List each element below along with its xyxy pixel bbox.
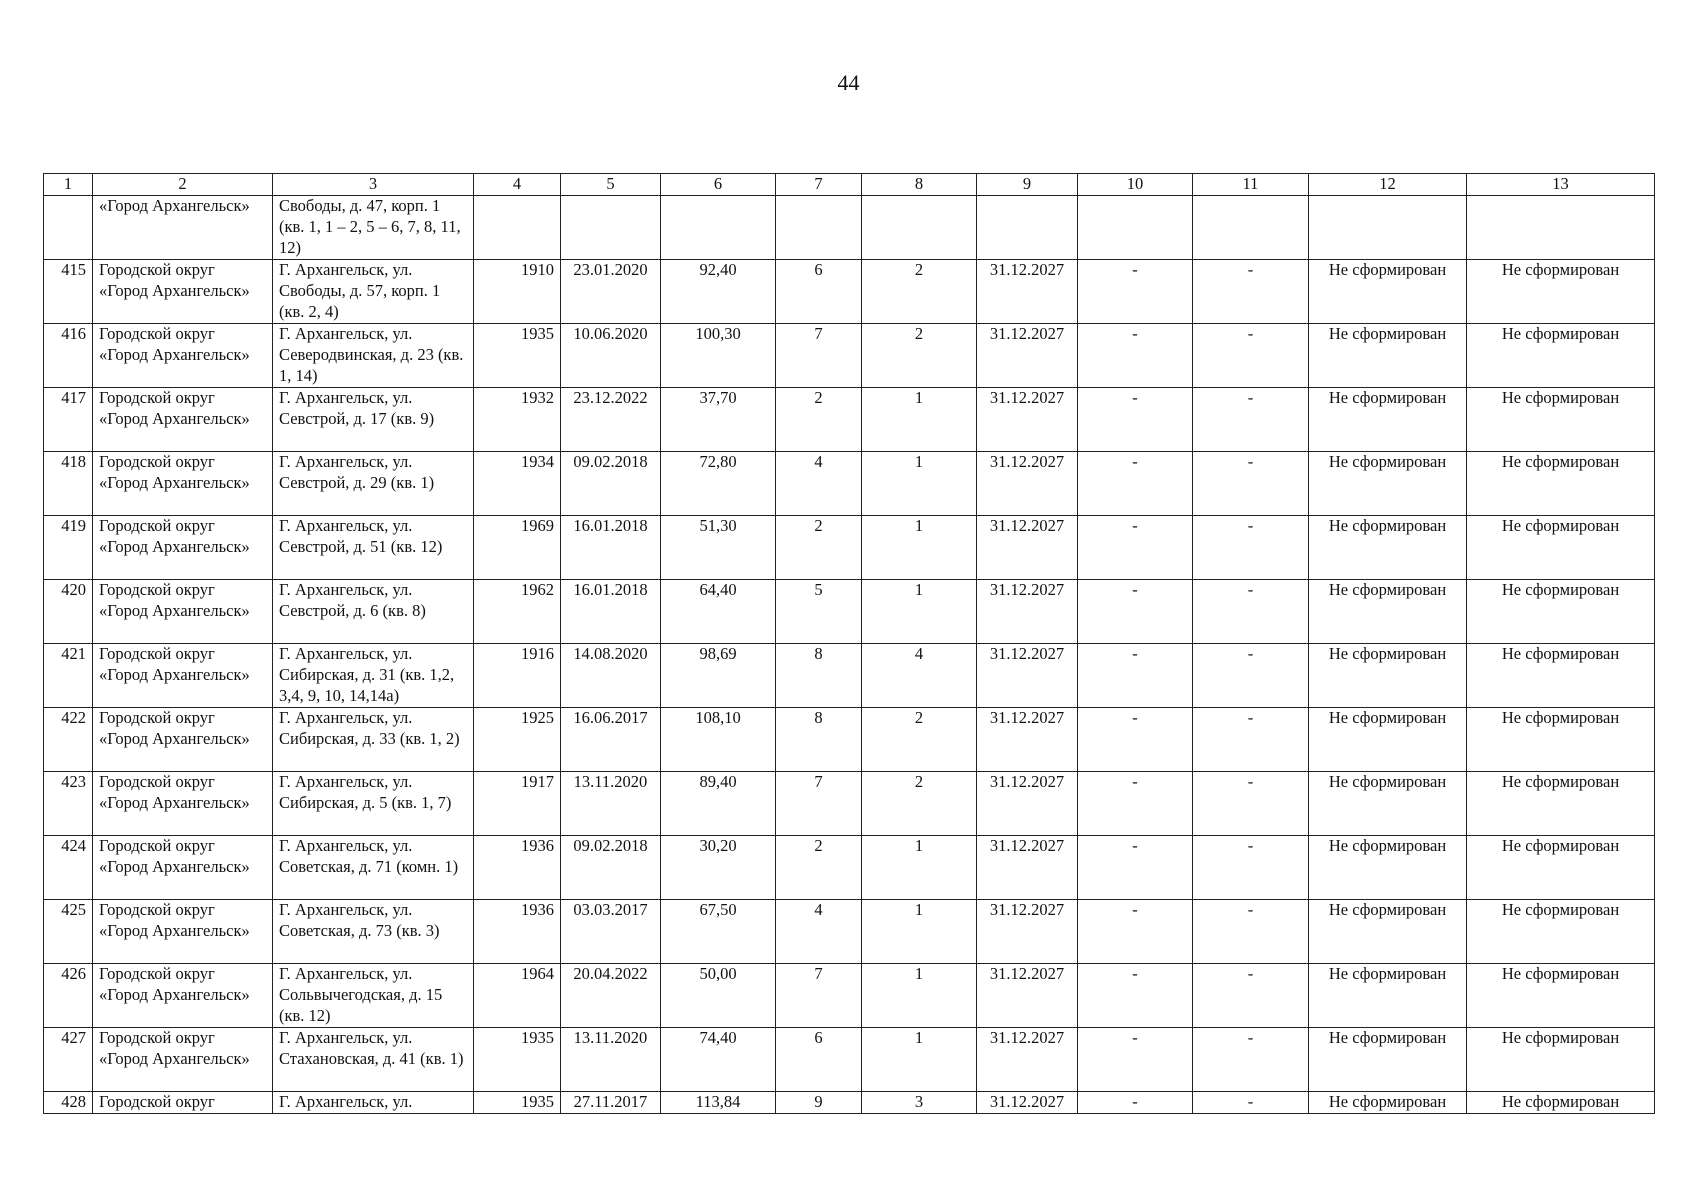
address-cell: Г. Архангельск, ул. Севстрой, д. 51 (кв. 12) <box>273 516 474 580</box>
address-cell: Г. Архангельск, ул. Советская, д. 71 (комн. 1) <box>273 836 474 900</box>
dash-cell: - <box>1193 708 1309 772</box>
dash-cell <box>1078 196 1193 260</box>
row-number <box>44 196 93 260</box>
row-number: 415 <box>44 260 93 324</box>
count-cell: 2 <box>862 324 977 388</box>
dash-cell: - <box>1078 1028 1193 1092</box>
row-number: 416 <box>44 324 93 388</box>
address-cell: Г. Архангельск, ул. Северодвинская, д. 23 (кв. 1, 14) <box>273 324 474 388</box>
area-cell: 74,40 <box>661 1028 776 1092</box>
column-header: 9 <box>977 174 1078 196</box>
dash-cell: - <box>1193 324 1309 388</box>
dash-cell: - <box>1193 260 1309 324</box>
deadline-cell: 31.12.2027 <box>977 708 1078 772</box>
status-cell <box>1467 196 1655 260</box>
row-number: 421 <box>44 644 93 708</box>
status-cell: Не сформирован <box>1309 964 1467 1028</box>
row-number: 428 <box>44 1092 93 1114</box>
status-cell: Не сформирован <box>1309 900 1467 964</box>
status-cell: Не сформирован <box>1309 260 1467 324</box>
owner-cell: «Город Архангельск» <box>93 196 273 260</box>
table-row <box>44 580 1655 644</box>
column-number-header <box>44 174 1655 196</box>
row-number: 417 <box>44 388 93 452</box>
count-cell: 7 <box>776 772 862 836</box>
column-header: 2 <box>93 174 273 196</box>
status-cell: Не сформирован <box>1467 1092 1655 1114</box>
address-cell: Г. Архангельск, ул. Сибирская, д. 31 (кв. 1,2, 3,4, 9, 10, 14,14а) <box>273 644 474 708</box>
owner-cell: Городской округ «Город Архангельск» <box>93 580 273 644</box>
column-header: 7 <box>776 174 862 196</box>
owner-cell: Городской округ «Город Архангельск» <box>93 836 273 900</box>
year-cell: 1935 <box>474 1028 561 1092</box>
table-row <box>44 964 1655 1028</box>
address-cell: Г. Архангельск, ул. Свободы, д. 57, корп. 1 (кв. 2, 4) <box>273 260 474 324</box>
table-row <box>44 388 1655 452</box>
dash-cell: - <box>1078 836 1193 900</box>
area-cell: 67,50 <box>661 900 776 964</box>
column-header: 11 <box>1193 174 1309 196</box>
status-cell: Не сформирован <box>1467 260 1655 324</box>
count-cell: 6 <box>776 1028 862 1092</box>
table-row <box>44 196 1655 260</box>
date-cell: 09.02.2018 <box>561 836 661 900</box>
status-cell: Не сформирован <box>1309 836 1467 900</box>
dash-cell: - <box>1193 964 1309 1028</box>
address-cell: Г. Архангельск, ул. Стахановская, д. 41 (кв. 1) <box>273 1028 474 1092</box>
row-number: 418 <box>44 452 93 516</box>
count-cell: 2 <box>776 516 862 580</box>
date-cell: 14.08.2020 <box>561 644 661 708</box>
count-cell: 6 <box>776 260 862 324</box>
area-cell: 92,40 <box>661 260 776 324</box>
dash-cell: - <box>1078 388 1193 452</box>
table-row <box>44 772 1655 836</box>
dash-cell: - <box>1078 644 1193 708</box>
count-cell: 1 <box>862 964 977 1028</box>
address-cell: Свободы, д. 47, корп. 1 (кв. 1, 1 – 2, 5 – 6, 7, 8, 11, 12) <box>273 196 474 260</box>
housing-table <box>43 173 1655 1114</box>
owner-cell: Городской округ «Город Архангельск» <box>93 708 273 772</box>
table-row <box>44 516 1655 580</box>
status-cell: Не сформирован <box>1467 900 1655 964</box>
date-cell: 16.06.2017 <box>561 708 661 772</box>
table-row <box>44 900 1655 964</box>
count-cell <box>862 196 977 260</box>
status-cell: Не сформирован <box>1467 324 1655 388</box>
deadline-cell: 31.12.2027 <box>977 1092 1078 1114</box>
status-cell: Не сформирован <box>1309 452 1467 516</box>
area-cell: 50,00 <box>661 964 776 1028</box>
dash-cell: - <box>1193 772 1309 836</box>
column-header: 1 <box>44 174 93 196</box>
address-cell: Г. Архангельск, ул. Севстрой, д. 6 (кв. 8) <box>273 580 474 644</box>
dash-cell: - <box>1193 452 1309 516</box>
owner-cell: Городской округ «Город Архангельск» <box>93 452 273 516</box>
year-cell: 1964 <box>474 964 561 1028</box>
table-row <box>44 836 1655 900</box>
row-number: 424 <box>44 836 93 900</box>
dash-cell: - <box>1193 516 1309 580</box>
dash-cell: - <box>1078 324 1193 388</box>
status-cell: Не сформирован <box>1467 644 1655 708</box>
column-header: 6 <box>661 174 776 196</box>
address-cell: Г. Архангельск, ул. Севстрой, д. 29 (кв. 1) <box>273 452 474 516</box>
dash-cell: - <box>1193 580 1309 644</box>
status-cell: Не сформирован <box>1309 580 1467 644</box>
status-cell: Не сформирован <box>1309 772 1467 836</box>
deadline-cell: 31.12.2027 <box>977 516 1078 580</box>
table-row <box>44 708 1655 772</box>
status-cell: Не сформирован <box>1309 708 1467 772</box>
row-number: 426 <box>44 964 93 1028</box>
status-cell: Не сформирован <box>1467 580 1655 644</box>
address-cell: Г. Архангельск, ул. Сольвычегодская, д. 15 (кв. 12) <box>273 964 474 1028</box>
date-cell: 13.11.2020 <box>561 772 661 836</box>
date-cell <box>561 196 661 260</box>
status-cell: Не сформирован <box>1309 516 1467 580</box>
year-cell: 1936 <box>474 900 561 964</box>
table-row <box>44 1092 1655 1114</box>
table-row <box>44 452 1655 516</box>
column-header: 10 <box>1078 174 1193 196</box>
column-header: 4 <box>474 174 561 196</box>
owner-cell: Городской округ «Город Архангельск» <box>93 260 273 324</box>
deadline-cell: 31.12.2027 <box>977 452 1078 516</box>
area-cell <box>661 196 776 260</box>
year-cell <box>474 196 561 260</box>
status-cell: Не сформирован <box>1467 964 1655 1028</box>
column-header: 13 <box>1467 174 1655 196</box>
status-cell: Не сформирован <box>1309 324 1467 388</box>
deadline-cell <box>977 196 1078 260</box>
date-cell: 16.01.2018 <box>561 516 661 580</box>
table-row <box>44 1028 1655 1092</box>
status-cell: Не сформирован <box>1467 388 1655 452</box>
dash-cell: - <box>1193 836 1309 900</box>
dash-cell <box>1193 196 1309 260</box>
column-header: 8 <box>862 174 977 196</box>
address-cell: Г. Архангельск, ул. Советская, д. 73 (кв. 3) <box>273 900 474 964</box>
year-cell: 1962 <box>474 580 561 644</box>
count-cell: 2 <box>862 772 977 836</box>
dash-cell: - <box>1078 708 1193 772</box>
row-number: 422 <box>44 708 93 772</box>
address-cell: Г. Архангельск, ул. Севстрой, д. 17 (кв. 9) <box>273 388 474 452</box>
status-cell: Не сформирован <box>1467 708 1655 772</box>
count-cell: 4 <box>776 900 862 964</box>
status-cell: Не сформирован <box>1467 516 1655 580</box>
owner-cell: Городской округ «Город Архангельск» <box>93 900 273 964</box>
deadline-cell: 31.12.2027 <box>977 900 1078 964</box>
dash-cell: - <box>1193 644 1309 708</box>
year-cell: 1936 <box>474 836 561 900</box>
count-cell: 2 <box>776 388 862 452</box>
status-cell: Не сформирован <box>1467 1028 1655 1092</box>
status-cell: Не сформирован <box>1309 644 1467 708</box>
area-cell: 30,20 <box>661 836 776 900</box>
table-row <box>44 260 1655 324</box>
area-cell: 72,80 <box>661 452 776 516</box>
date-cell: 27.11.2017 <box>561 1092 661 1114</box>
row-number: 425 <box>44 900 93 964</box>
count-cell: 1 <box>862 388 977 452</box>
count-cell: 1 <box>862 836 977 900</box>
column-header: 3 <box>273 174 474 196</box>
status-cell: Не сформирован <box>1467 772 1655 836</box>
dash-cell: - <box>1078 580 1193 644</box>
dash-cell: - <box>1078 1092 1193 1114</box>
count-cell: 5 <box>776 580 862 644</box>
deadline-cell: 31.12.2027 <box>977 772 1078 836</box>
page-number: 44 <box>837 70 860 95</box>
address-cell: Г. Архангельск, ул. <box>273 1092 474 1114</box>
deadline-cell: 31.12.2027 <box>977 324 1078 388</box>
date-cell: 23.12.2022 <box>561 388 661 452</box>
status-cell: Не сформирован <box>1309 1092 1467 1114</box>
year-cell: 1969 <box>474 516 561 580</box>
dash-cell: - <box>1193 1028 1309 1092</box>
date-cell: 13.11.2020 <box>561 1028 661 1092</box>
address-cell: Г. Архангельск, ул. Сибирская, д. 33 (кв. 1, 2) <box>273 708 474 772</box>
status-cell: Не сформирован <box>1467 452 1655 516</box>
deadline-cell: 31.12.2027 <box>977 964 1078 1028</box>
column-header: 5 <box>561 174 661 196</box>
area-cell: 100,30 <box>661 324 776 388</box>
area-cell: 108,10 <box>661 708 776 772</box>
year-cell: 1935 <box>474 324 561 388</box>
dash-cell: - <box>1078 260 1193 324</box>
row-number: 420 <box>44 580 93 644</box>
count-cell: 8 <box>776 644 862 708</box>
deadline-cell: 31.12.2027 <box>977 388 1078 452</box>
table-row <box>44 324 1655 388</box>
count-cell <box>776 196 862 260</box>
dash-cell: - <box>1193 388 1309 452</box>
deadline-cell: 31.12.2027 <box>977 836 1078 900</box>
status-cell: Не сформирован <box>1309 388 1467 452</box>
date-cell: 16.01.2018 <box>561 580 661 644</box>
deadline-cell: 31.12.2027 <box>977 580 1078 644</box>
year-cell: 1917 <box>474 772 561 836</box>
status-cell <box>1309 196 1467 260</box>
area-cell: 98,69 <box>661 644 776 708</box>
dash-cell: - <box>1078 516 1193 580</box>
count-cell: 8 <box>776 708 862 772</box>
date-cell: 20.04.2022 <box>561 964 661 1028</box>
area-cell: 37,70 <box>661 388 776 452</box>
owner-cell: Городской округ «Город Архангельск» <box>93 1028 273 1092</box>
area-cell: 64,40 <box>661 580 776 644</box>
dash-cell: - <box>1193 900 1309 964</box>
dash-cell: - <box>1193 1092 1309 1114</box>
row-number: 423 <box>44 772 93 836</box>
year-cell: 1910 <box>474 260 561 324</box>
year-cell: 1932 <box>474 388 561 452</box>
dash-cell: - <box>1078 900 1193 964</box>
dash-cell: - <box>1078 964 1193 1028</box>
area-cell: 89,40 <box>661 772 776 836</box>
address-cell: Г. Архангельск, ул. Сибирская, д. 5 (кв. 1, 7) <box>273 772 474 836</box>
owner-cell: Городской округ «Город Архангельск» <box>93 772 273 836</box>
count-cell: 4 <box>862 644 977 708</box>
date-cell: 09.02.2018 <box>561 452 661 516</box>
year-cell: 1916 <box>474 644 561 708</box>
owner-cell: Городской округ «Город Архангельск» <box>93 388 273 452</box>
status-cell: Не сформирован <box>1309 1028 1467 1092</box>
date-cell: 03.03.2017 <box>561 900 661 964</box>
count-cell: 1 <box>862 1028 977 1092</box>
status-cell: Не сформирован <box>1467 836 1655 900</box>
count-cell: 7 <box>776 964 862 1028</box>
count-cell: 9 <box>776 1092 862 1114</box>
date-cell: 10.06.2020 <box>561 324 661 388</box>
deadline-cell: 31.12.2027 <box>977 644 1078 708</box>
year-cell: 1925 <box>474 708 561 772</box>
owner-cell: Городской округ «Город Архангельск» <box>93 324 273 388</box>
count-cell: 2 <box>862 708 977 772</box>
column-header: 12 <box>1309 174 1467 196</box>
count-cell: 1 <box>862 580 977 644</box>
dash-cell: - <box>1078 772 1193 836</box>
count-cell: 1 <box>862 452 977 516</box>
dash-cell: - <box>1078 452 1193 516</box>
row-number: 427 <box>44 1028 93 1092</box>
count-cell: 2 <box>862 260 977 324</box>
year-cell: 1934 <box>474 452 561 516</box>
owner-cell: Городской округ «Город Архангельск» <box>93 964 273 1028</box>
count-cell: 7 <box>776 324 862 388</box>
deadline-cell: 31.12.2027 <box>977 1028 1078 1092</box>
row-number: 419 <box>44 516 93 580</box>
count-cell: 4 <box>776 452 862 516</box>
area-cell: 51,30 <box>661 516 776 580</box>
table-row <box>44 644 1655 708</box>
date-cell: 23.01.2020 <box>561 260 661 324</box>
owner-cell: Городской округ «Город Архангельск» <box>93 644 273 708</box>
count-cell: 2 <box>776 836 862 900</box>
owner-cell: Городской округ <box>93 1092 273 1114</box>
count-cell: 3 <box>862 1092 977 1114</box>
count-cell: 1 <box>862 900 977 964</box>
count-cell: 1 <box>862 516 977 580</box>
deadline-cell: 31.12.2027 <box>977 260 1078 324</box>
year-cell: 1935 <box>474 1092 561 1114</box>
area-cell: 113,84 <box>661 1092 776 1114</box>
owner-cell: Городской округ «Город Архангельск» <box>93 516 273 580</box>
